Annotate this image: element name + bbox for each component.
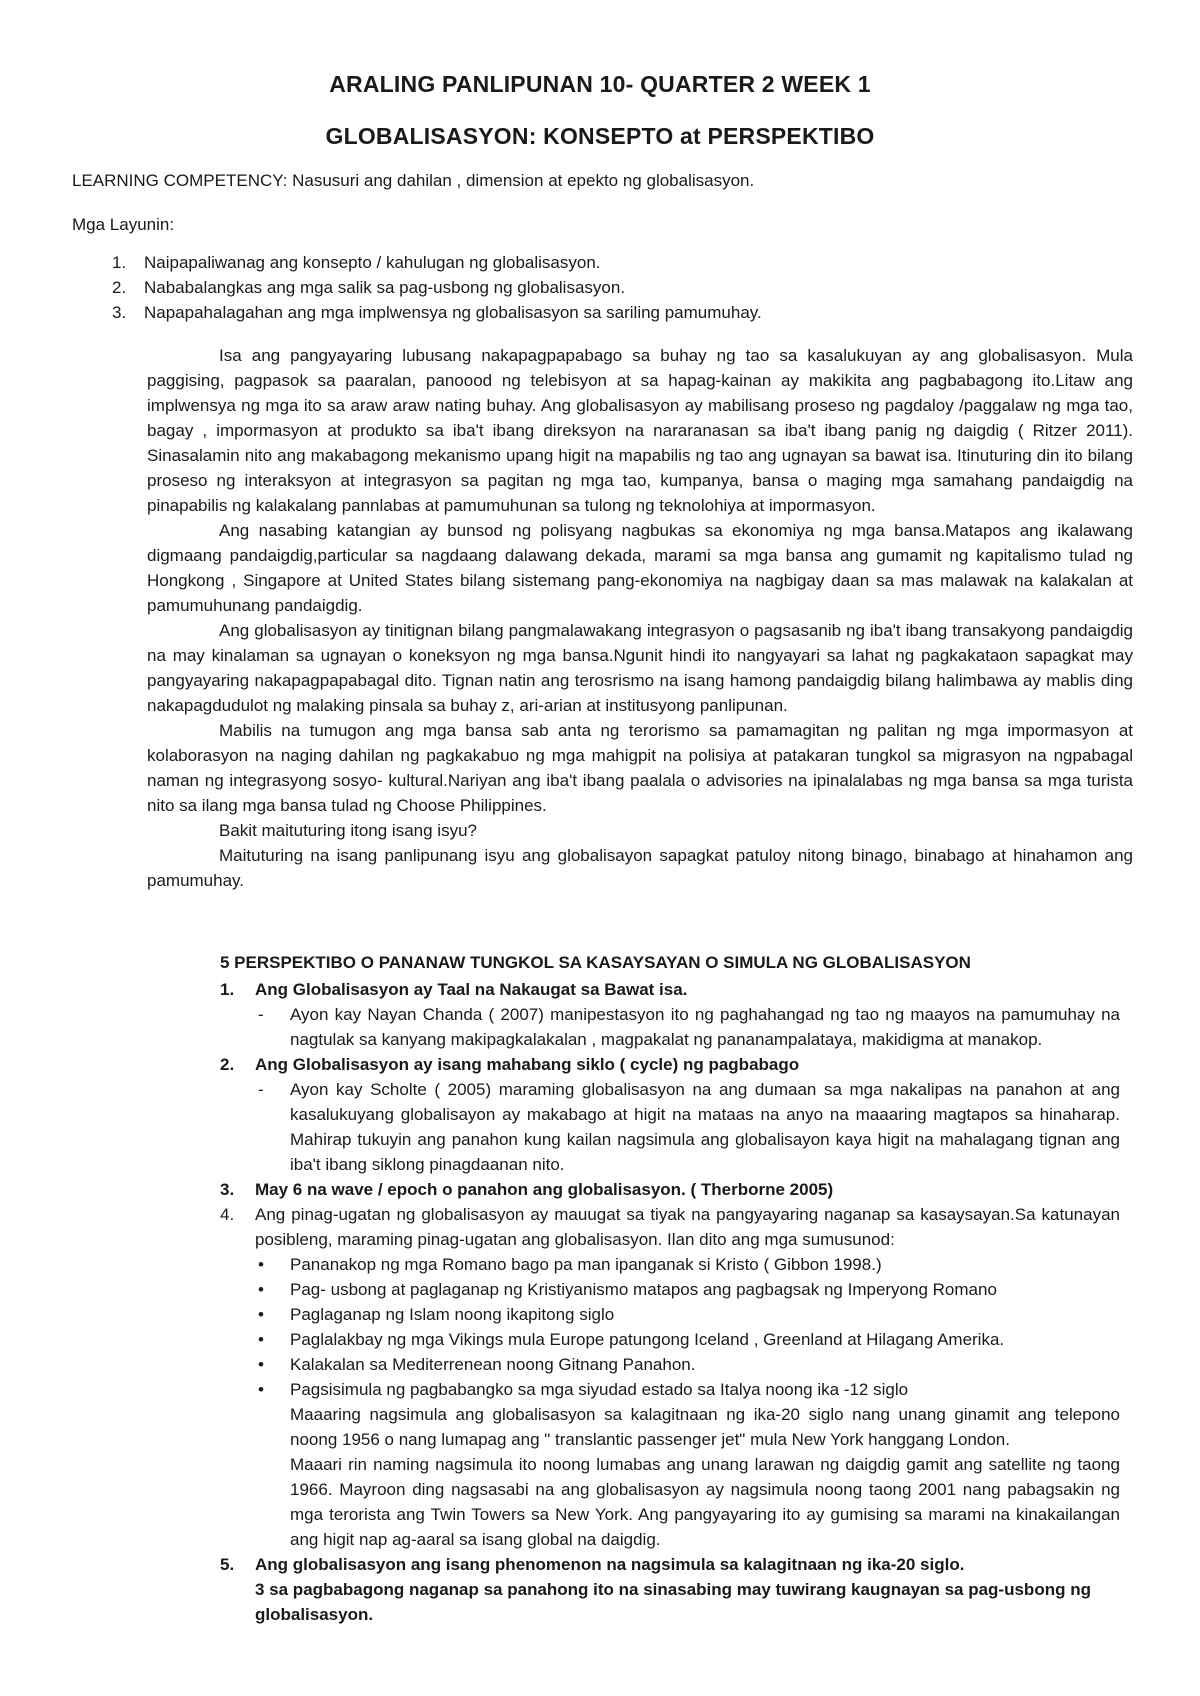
bullet-marker: • [258, 1355, 264, 1374]
item-number: 2. [220, 1055, 235, 1074]
objective-text: Napapahalagahan ang mga implwensya ng globalisasyon sa sariling pamumuhay. [144, 303, 762, 322]
objectives-list [72, 250, 1112, 325]
bullet-text: Paglaganap ng Islam noong ikapitong siglo [290, 1305, 615, 1324]
bullet-marker: • [258, 1305, 264, 1324]
bullet-text: Kalakalan sa Mediterrenean noong Gitnang Panahon. [290, 1355, 696, 1374]
item-title: Ang Globalisasyon ay Taal na Nakaugat sa Bawat isa. [255, 980, 688, 999]
item-number: 4. [220, 1205, 235, 1224]
bullet-text: Pagsisimula ng pagbabangko sa mga siyudad estado sa Italya noong ika -12 siglo [290, 1380, 909, 1399]
list-item [255, 1327, 1120, 1352]
body-question: Bakit maituturing itong isang isyu? [219, 821, 477, 840]
item-number: 3. [220, 1180, 235, 1199]
list-item [255, 1377, 1120, 1402]
extra-paragraph: Maaaring nagsimula ang globalisasyon sa kalagitnaan ng ika-20 siglo nang unang ginamit ang telepono noong 1956 o nang lumapag ang " translantic passenger jet" mula New York hanggang London. [290, 1405, 1120, 1449]
objective-number: 2. [112, 278, 127, 297]
objective-text: Naipapaliwanag ang konsepto / kahulugan ng globalisasyon. [144, 253, 601, 272]
perspective-item-2 [220, 1052, 1120, 1177]
objectives-label: Mga Layunin: [72, 215, 175, 234]
perspective-item-4 [220, 1202, 1120, 1552]
detail-text: Ayon kay Nayan Chanda ( 2007) manipestasyon ito ng paghahangad ng tao ng maayos na pamumuhay na nagtulak sa kanyang makipagkalakalan , magpakalat ng pananampalataya, makidigma at manakop. [290, 1005, 1120, 1049]
item-title: Ang Globalisasyon ay isang mahabang siklo ( cycle) ng pagbabago [255, 1055, 800, 1074]
objective-number: 1. [112, 253, 127, 272]
detail-text: Ayon kay Scholte ( 2005) maraming globalisasyon na ang dumaan sa mga nakalipas na panahon at ang kasalukuyang globalisayon ay makabago at higit na mataas na anyo na maaaring magtapos sa hinaharap. Mahirap tukuyin ang panahon kung kailan nagsimula ang globalisayon kaya higit na mahalagang tignan ang iba't ibang siklong pinagdaanan nito. [290, 1080, 1120, 1174]
item-subtitle: 3 sa pagbabagong naganap sa panahong ito na sinasabing may tuwirang kaugnayan sa pag-usbong ng globalisasyon. [255, 1580, 1091, 1624]
extra-paragraph: Maaari rin naming nagsimula ito noong lumabas ang unang larawan ng daigdig gamit ang satellite ng taong 1966. Mayroon ding nagsasabi na ang globalisasyon ay nagsimula noong taong 2001 nang pabagsakin ng mga terorista ang Twin Towers sa New York. Ang pangyayaring ito ay gumising sa marami na kinakailangan ang higit nap ag-aaral sa isang global na daigdig. [290, 1455, 1120, 1549]
bullet-marker: • [258, 1380, 264, 1399]
bullet-marker: • [258, 1330, 264, 1349]
dash-marker: - [258, 1005, 264, 1024]
item-detail [255, 1077, 1120, 1177]
body-paragraph: Ang nasabing katangian ay bunsod ng polisyang nagbukas sa ekonomiya ng mga bansa.Matapos ang ikalawang digmaang pandaigdig,particular sa nagdaang dalawang dekada, marami sa mga bansa ang gumamit ng kapitalismo tulad ng Hongkong , Singapore at United States bilang sistemang pang-ekonomiya na nagbigay daan sa mas malawak na kalakalan at pamumuhunang pandaigdig. [147, 521, 1133, 615]
bullet-marker: • [258, 1280, 264, 1299]
objective-item [72, 275, 1112, 300]
item-text: Ang pinag-ugatan ng globalisasyon ay mauugat sa tiyak na pangyayaring naganap sa kasaysayan.Sa katunayan posibleng, maraming pinag-ugatan ang globalisasyon. Ilan dito ang mga sumusunod: [255, 1205, 1120, 1249]
bullet-text: Paglalakbay ng mga Vikings mula Europe patungong Iceland , Greenland at Hilagang Amerika. [290, 1330, 1005, 1349]
list-item [255, 1302, 1120, 1327]
item-detail [255, 1002, 1120, 1052]
objective-item [72, 250, 1112, 275]
item-title: Ang globalisasyon ang isang phenomenon na nagsimula sa kalagitnaan ng ika-20 siglo. [255, 1555, 965, 1574]
learning-competency: LEARNING COMPETENCY: Nasusuri ang dahilan , dimension at epekto ng globalisasyon. [72, 171, 755, 190]
body-paragraph: Ang globalisasyon ay tinitignan bilang pangmalawakang integrasyon o pagsasanib ng iba't ibang transakyong pandaigdig na may kinalaman sa ugnayan o koneksyon ng mga bansa.Ngunit hindi ito nangyayari sa lahat ng pagkakataon sapagkat may pangyayaring nakapagpapabagal dito. Tignan natin ang terosrismo na isang hamong pandaigdig bilang halimbawa ay mablis ding nakapagdudulot ng malaking pinsala sa buhay z, ari-arian at institusyong panlipunan. [147, 621, 1133, 715]
document-subtitle: GLOBALISASYON: KONSEPTO at PERSPEKTIBO [325, 123, 875, 149]
objective-text: Nababalangkas ang mga salik sa pag-usbong ng globalisasyon. [144, 278, 626, 297]
perspectives-section [220, 950, 1120, 1627]
item-number: 1. [220, 980, 235, 999]
objective-number: 3. [112, 303, 127, 322]
body-paragraph: Isa ang pangyayaring lubusang nakapagpapabago sa buhay ng tao sa kasalukuyan ay ang globalisasyon. Mula paggising, pagpasok sa paaralan, panoood ng telebisyon at sa hapag-kainan ay makikita ang pagbabagong ito.Litaw ang implwensya ng mga ito sa araw araw nating buhay. Ang globalisasyon ay mabilisang proseso ng pagdaloy /paggalaw ng mga tao, bagay , impormasyon at produkto sa iba't ibang direksyon na nararanasan sa iba't ibang panig ng daigdig ( Ritzer 2011). Sinasalamin nito ang makabagong mekanismo upang higit na mapabilis ng tao ang ugnayan sa bawat isa. Itinuturing din ito bilang proseso ng interaksyon at integrasyon sa pagitan ng mga tao, kumpanya, bansa o maging mga samahang pandaigdig na pinapabilis ng kalakalang pannlabas at pamumuhunan sa tulong ng teknolohiya at impormasyon. [147, 346, 1133, 515]
bullet-text: Pag- usbong at paglaganap ng Kristiyanismo matapos ang pagbagsak ng Imperyong Romano [290, 1280, 997, 1299]
list-item [255, 1352, 1120, 1377]
section-heading: 5 PERSPEKTIBO O PANANAW TUNGKOL SA KASAYSAYAN O SIMULA NG GLOBALISASYON [220, 953, 971, 972]
list-item [255, 1277, 1120, 1302]
perspective-item-1 [220, 977, 1120, 1052]
body-paragraph: Maituturing na isang panlipunang isyu ang globalisayon sapagkat patuloy nitong binago, binabago at hinahamon ang pamumuhay. [147, 846, 1133, 890]
dash-marker: - [258, 1080, 264, 1099]
objective-item [72, 300, 1112, 325]
item-number: 5. [220, 1555, 235, 1574]
bullet-marker: • [258, 1255, 264, 1274]
perspective-item-3 [220, 1177, 1120, 1202]
document-title: ARALING PANLIPUNAN 10- QUARTER 2 WEEK 1 [329, 71, 871, 97]
bullet-text: Pananakop ng mga Romano bago pa man ipanganak si Kristo ( Gibbon 1998.) [290, 1255, 882, 1274]
item-title: May 6 na wave / epoch o panahon ang globalisasyon. ( Therborne 2005) [255, 1180, 834, 1199]
body-text [147, 343, 1133, 893]
body-paragraph: Mabilis na tumugon ang mga bansa sab anta ng terorismo sa pamamagitan ng palitan ng mga impormasyon at kolaborasyon na naging dahilan ng pagkakabuo ng mga mahigpit na polisiya at patakaran tungkol sa migrasyon na ngpabagal naman ng integrasyong sosyo- kultural.Nariyan ang iba't ibang paalala o advisories na ipinalalabas ng mga bansa sa mga turista nito sa ilang mga bansa tulad ng Choose Philippines. [147, 721, 1133, 815]
perspective-item-5 [220, 1552, 1120, 1627]
list-item [255, 1252, 1120, 1277]
